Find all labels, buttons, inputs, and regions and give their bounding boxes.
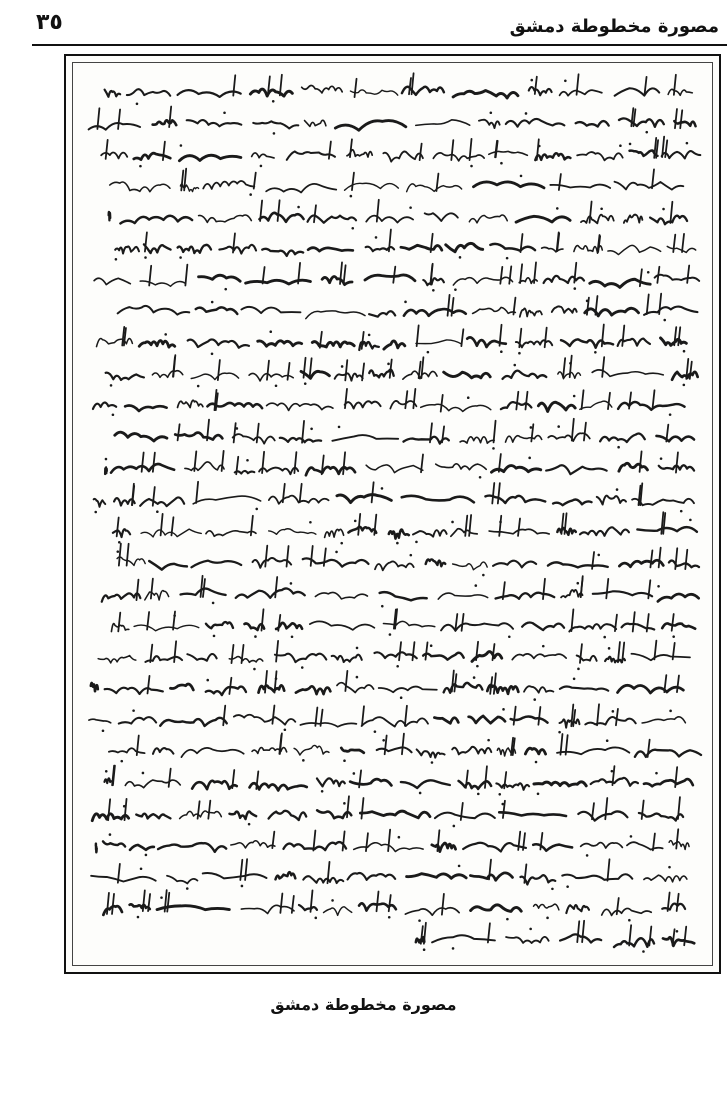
handwritten-manuscript-image <box>66 56 719 972</box>
manuscript-frame <box>64 54 721 974</box>
header-rule <box>32 44 727 46</box>
running-header-title: مصورة مخطوطة دمشق <box>509 16 719 37</box>
manuscript-line <box>102 576 699 608</box>
manuscript-line <box>113 512 697 544</box>
manuscript-line <box>92 796 683 827</box>
page-caption: مصورة مخطوطة دمشق <box>270 995 457 1014</box>
manuscript-line <box>98 641 690 671</box>
manuscript-line <box>94 482 694 514</box>
manuscript-line <box>115 230 696 261</box>
manuscript-line <box>89 704 686 733</box>
manuscript-line <box>93 389 685 416</box>
manuscript-line <box>101 137 700 168</box>
manuscript-line <box>110 169 684 198</box>
manuscript-line <box>89 107 696 135</box>
manuscript-line <box>116 544 699 577</box>
manuscript-line <box>103 890 685 922</box>
manuscript-line <box>109 733 701 763</box>
manuscript-line <box>104 766 692 796</box>
manuscript-line <box>105 73 693 105</box>
manuscript-line <box>111 609 695 638</box>
manuscript-line <box>91 859 687 890</box>
manuscript-line <box>105 451 694 479</box>
manuscript-line <box>97 325 687 356</box>
manuscript-line <box>115 419 694 450</box>
manuscript-line <box>106 355 698 387</box>
manuscript-line <box>416 921 694 953</box>
manuscript-line <box>96 829 689 856</box>
manuscript-line <box>91 671 683 701</box>
page-number: ٣٥ <box>36 10 63 35</box>
manuscript-line <box>94 262 699 291</box>
manuscript-line <box>109 200 687 230</box>
manuscript-line <box>118 294 698 322</box>
